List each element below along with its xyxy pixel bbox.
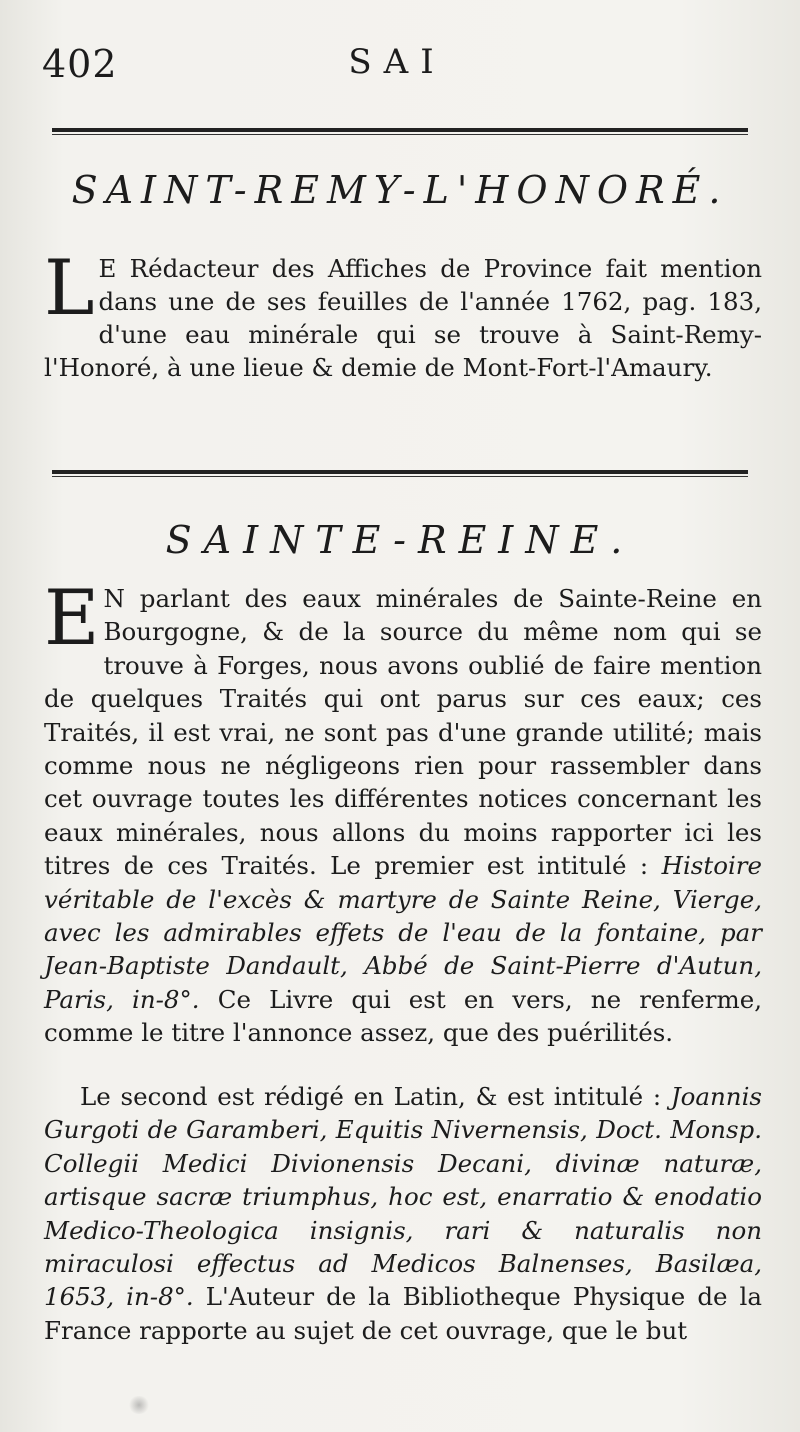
section-rule <box>52 470 748 477</box>
book-title-italic: Joannis Gurgoti de Garamberi, Equitis Nivernensis, Doct. Monsp. Collegii Medici Divionensis Decani, divinæ naturæ, artisque sacræ triumphus, hoc est, enarratio & enodatio Medico-Theologica insignis, rari & naturalis non miraculosi effectus ad Medicos Balnenses, Basilæa, 1653, in-8°. <box>44 1082 762 1312</box>
drop-cap: E <box>44 573 100 662</box>
drop-cap: L <box>44 243 95 332</box>
paragraph-sainte-reine-2 <box>44 1080 762 1347</box>
paragraph-text: Le second est rédigé en Latin, & est intitulé : <box>80 1082 671 1111</box>
running-head <box>42 38 752 88</box>
header-rule <box>52 128 748 135</box>
lead-letter: N <box>103 584 125 613</box>
paragraph-text: parlant des eaux minérales de Sainte-Reine en Bourgogne, & de la source du même nom qui se trouve à Forges, nous avons oublié de faire mention de quelques Traités qui ont parus sur ces eaux; ces Traités, il est vrai, ne sont pas d'une grande utilité; mais comme nous ne négligeons rien pour rassembler dans cet ouvrage toutes les différentes notices concernant les eaux minérales, nous allons du moins rapporter ici les titres de ces Traités. Le premier est intitulé : <box>44 584 762 881</box>
book-title-italic: Histoire véritable de l'excès & martyre de Sainte Reine, Vierge, avec les admirables effets de l'eau de la fontaine, par Jean-Baptiste Dandault, Abbé de Saint-Pierre d'Autun, Paris, in-8°. <box>44 851 762 1014</box>
paragraph-sainte-reine-1 <box>44 573 762 1050</box>
running-title: SAI <box>348 42 446 82</box>
paragraph-text: Ce Livre qui est en vers, ne renferme, comme le titre l'annonce assez, que des puérilités. <box>44 984 762 1048</box>
paragraph-saint-remy <box>44 243 762 384</box>
paper-stain <box>128 1396 150 1414</box>
lead-letter: E <box>98 254 117 283</box>
page-number: 402 <box>42 42 118 86</box>
section-title-sainte-reine: SAINTE-REINE. <box>165 518 635 562</box>
section-title-saint-remy: SAINT-REMY-L'HONORÉ. <box>71 168 729 212</box>
paragraph-text: L'Auteur de la Bibliotheque Physique de la France rapporte au sujet de cet ouvrage, que le but <box>44 1282 762 1345</box>
paragraph-text: Rédacteur des Affiches de Province fait mention dans une de ses feuilles de l'année 1762, pag. 183, d'une eau minérale qui se trouve à Saint-Remy-l'Honoré, à une lieue & demie de Mont-Fort-l'Amaury. <box>44 254 762 382</box>
